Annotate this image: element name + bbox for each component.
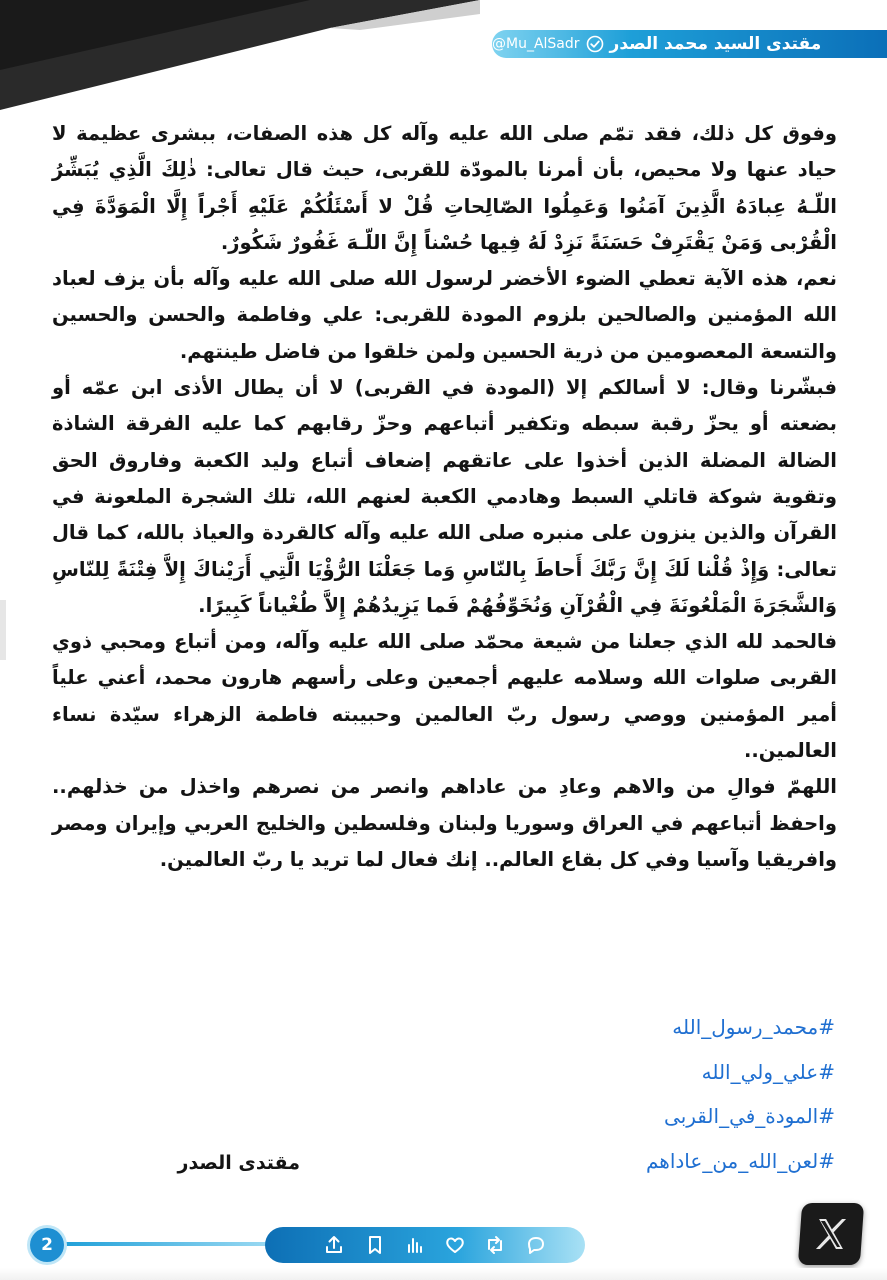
share-icon[interactable]	[323, 1234, 345, 1256]
paragraph: فبشّرنا وقال: لا أسالكم إلا (المودة في القربى) لا أن يطال الأذى ابن عمّه أو بضعته أو يحزّ رقبة سبطه وتكفير أتباعهم وحزّ رقابهم كما عليه الفرقة الشاذة الضالة المضلة الذين أخذوا على عاتقهم إضعاف أتباع وليد الكعبة وفاروق الحق وتقوية شوكة قاتلي السبط وهادمي الكعبة لعنهم الله، تلك الشجرة الملعونة في القرآن والذين ينزون على منبره صلى الله عليه وآله كالقردة والعياذ بالله، كما قال تعالى: وَإِذْ قُلْنا لَكَ إِنَّ رَبَّكَ أَحاطَ بِالنّاسِ وَما جَعَلْنَا الرُّؤْيَا الَّتِي أَرَيْناكَ إِلاَّ فِتْنَةً لِلنّاسِ وَالشَّجَرَةَ الْمَلْعُونَةَ فِي الْقُرْآنِ وَنُخَوِّفُهُمْ فَما يَزِيدُهُمْ إِلاَّ طُغْياناً كَبِيرًا.	[52, 376, 837, 617]
x-logo-icon	[798, 1203, 864, 1265]
paragraph: اللهمّ فوالِ من والاهم وعادِ من عاداهم وانصر من نصرهم واخذل من خذلهم.. واحفظ أتباعهم في العراق وسوريا ولبنان وفلسطين والخليج العربي وإيران ومصر وافريقيا وآسيا وفي كل بقاع العالم.. إنك فعال لما تريد يا ربّ العالمين.	[52, 775, 837, 871]
footer-divider	[60, 1242, 270, 1246]
reply-comment-icon[interactable]	[525, 1234, 547, 1256]
hashtag-link[interactable]: #المودة_في_القربى	[664, 1104, 835, 1128]
account-name[interactable]: مقتدى السيد محمد الصدر	[609, 34, 822, 54]
verified-check-icon	[586, 35, 604, 53]
analytics-icon[interactable]	[404, 1234, 426, 1256]
footer-shade	[0, 1268, 887, 1280]
header-decoration	[0, 0, 480, 110]
like-heart-icon[interactable]	[444, 1234, 466, 1256]
hashtag-link[interactable]: #علي_ولي_الله	[701, 1059, 835, 1084]
bookmark-icon[interactable]	[364, 1234, 386, 1256]
paragraph: فالحمد لله الذي جعلنا من شيعة محمّد صلى الله عليه وآله، ومن أتباع ومحبي ذوي القربى صلوات الله وسلامه عليهم أجمعين وعلى رأسهم هارون محمد، أعني علياً أمير المؤمنين ووصي رسول ربّ العالمين وحبيبته فاطمة الزهراء سيّدة نساء العالمين..	[52, 630, 837, 763]
account-handle[interactable]: @Mu_AlSadr	[492, 36, 580, 52]
side-divider	[0, 600, 6, 660]
signature: مقتدى الصدر	[177, 1152, 300, 1174]
header-bar	[492, 30, 887, 58]
retweet-icon[interactable]	[484, 1234, 506, 1256]
paragraph: نعم، هذه الآية تعطي الضوء الأخضر لرسول الله صلى الله عليه وآله بأن يزف لعباد الله المؤمنين والصالحين بلزوم المودة للقربى: علي وفاطمة والحسن والحسين والتسعة المعصومين من ذرية الحسين ولمن خلقوا من فاضل طينتهم.	[52, 267, 837, 363]
hashtag-link[interactable]: #لعن_الله_من_عاداهم	[645, 1148, 835, 1173]
post-body	[52, 116, 837, 878]
paragraph: وفوق كل ذلك، فقد تمّم صلى الله عليه وآله كل هذه الصفات، ببشرى عظيمة لا حياد عنها ولا محيص، بأن أمرنا بالمودّة للقربى، حيث قال تعالى: ذٰلِكَ الَّذِي يُبَشِّرُ اللّـهُ عِبادَهُ الَّذِينَ آمَنُوا وَعَمِلُوا الصّالِحاتِ قُلْ لا أَسْئَلُكُمْ عَلَيْهِ أَجْراً إِلَّا الْمَوَدَّةَ فِي الْقُرْبى وَمَنْ يَقْتَرِفْ حَسَنَةً نَزِدْ لَهُ فِيها حُسْناً إِنَّ اللّـهَ غَفُورٌ شَكُورٌ.	[52, 122, 837, 254]
page-number-badge: 2	[30, 1228, 64, 1262]
hashtag-link[interactable]: #محمد_رسول_الله	[672, 1015, 835, 1039]
post-action-bar	[265, 1227, 585, 1263]
hashtag-list	[335, 1005, 835, 1183]
